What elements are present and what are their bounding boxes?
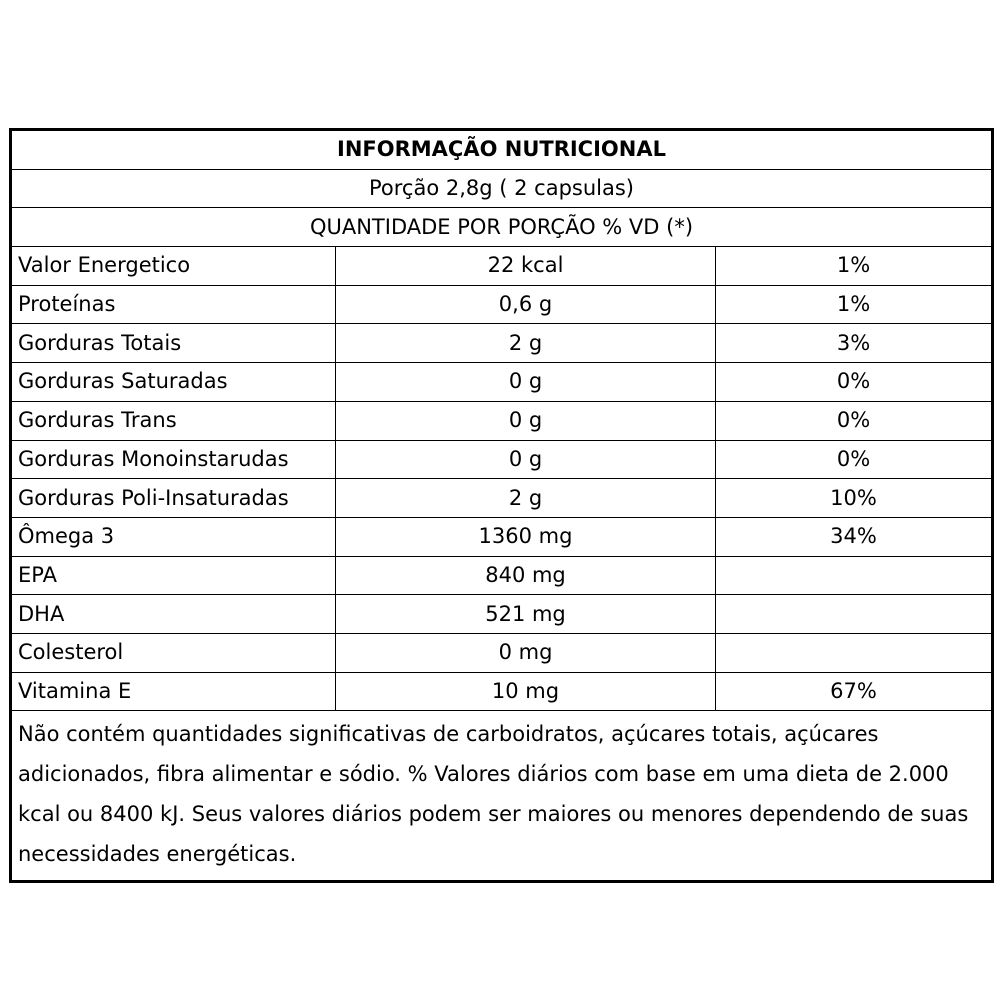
portion-size: Porção 2,8g ( 2 capsulas) — [11, 169, 993, 208]
nutrient-name: Vitamina E — [11, 672, 336, 711]
table-row — [11, 285, 993, 324]
nutrient-daily-value: 0% — [716, 363, 993, 402]
nutrient-amount: 0 mg — [336, 633, 716, 672]
nutrient-daily-value: 0% — [716, 440, 993, 479]
nutrient-name: EPA — [11, 556, 336, 595]
nutrient-amount: 2 g — [336, 479, 716, 518]
nutrient-daily-value: 34% — [716, 517, 993, 556]
nutrient-amount: 2 g — [336, 324, 716, 363]
table-row — [11, 517, 993, 556]
nutrient-amount: 0 g — [336, 401, 716, 440]
table-row — [11, 363, 993, 402]
nutrient-name: DHA — [11, 595, 336, 634]
nutrient-name: Gorduras Trans — [11, 401, 336, 440]
nutrient-amount: 0,6 g — [336, 285, 716, 324]
nutrient-daily-value: 10% — [716, 479, 993, 518]
table-row — [11, 633, 993, 672]
title-row — [11, 130, 993, 170]
nutrient-amount: 1360 mg — [336, 517, 716, 556]
nutrient-daily-value: 1% — [716, 247, 993, 286]
nutrient-daily-value — [716, 595, 993, 634]
nutrient-name: Gorduras Totais — [11, 324, 336, 363]
table-title: INFORMAÇÃO NUTRICIONAL — [11, 130, 993, 170]
nutrient-daily-value: 1% — [716, 285, 993, 324]
table-row — [11, 440, 993, 479]
header-row — [11, 208, 993, 247]
portion-row — [11, 169, 993, 208]
nutrition-facts-table — [9, 128, 994, 883]
table-row — [11, 247, 993, 286]
nutrient-name: Gorduras Monoinstarudas — [11, 440, 336, 479]
nutrient-name: Ômega 3 — [11, 517, 336, 556]
table-row — [11, 556, 993, 595]
nutrient-amount: 840 mg — [336, 556, 716, 595]
footnote-row — [11, 711, 993, 882]
table-row — [11, 479, 993, 518]
nutrient-amount: 22 kcal — [336, 247, 716, 286]
nutrient-daily-value — [716, 633, 993, 672]
table-row — [11, 672, 993, 711]
table-row — [11, 401, 993, 440]
nutrient-name: Valor Energetico — [11, 247, 336, 286]
nutrient-amount: 0 g — [336, 440, 716, 479]
nutrient-daily-value: 0% — [716, 401, 993, 440]
nutrient-daily-value: 67% — [716, 672, 993, 711]
column-header: QUANTIDADE POR PORÇÃO % VD (*) — [11, 208, 993, 247]
footnote-text: Não contém quantidades significativas de carboidratos, açúcares totais, açúcares adicionados, fibra alimentar e sódio. % Valores diários com base em uma dieta de 2.000 kcal ou 8400 kJ. Seus valores diários podem ser maiores ou menores dependendo de suas necessidades energéticas. — [11, 711, 993, 882]
nutrient-daily-value: 3% — [716, 324, 993, 363]
nutrient-amount: 0 g — [336, 363, 716, 402]
nutrient-name: Gorduras Saturadas — [11, 363, 336, 402]
nutrient-name: Colesterol — [11, 633, 336, 672]
nutrient-name: Proteínas — [11, 285, 336, 324]
nutrient-amount: 521 mg — [336, 595, 716, 634]
nutrient-daily-value — [716, 556, 993, 595]
table-row — [11, 595, 993, 634]
nutrient-amount: 10 mg — [336, 672, 716, 711]
table-row — [11, 324, 993, 363]
nutrient-name: Gorduras Poli-Insaturadas — [11, 479, 336, 518]
